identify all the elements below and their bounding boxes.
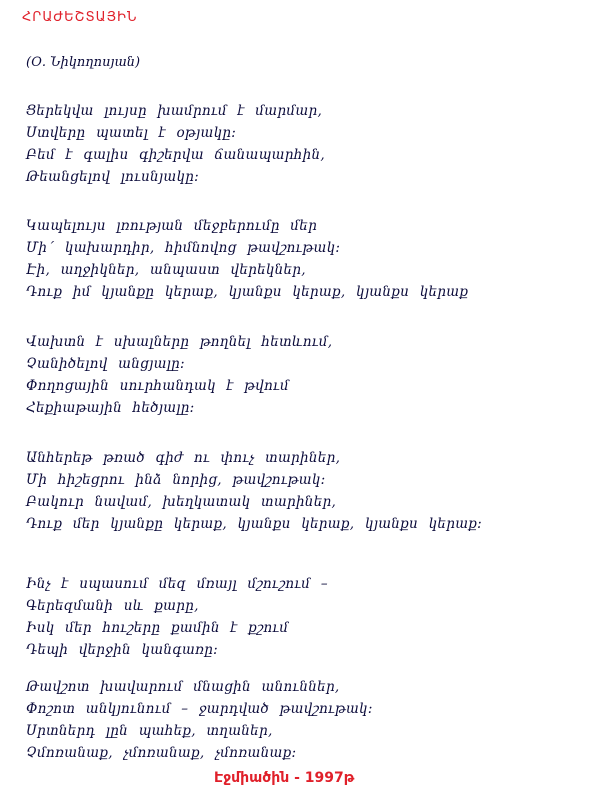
poem-line: Մի´ կախարդիր, հիմնովոց թավշութակ:: [26, 240, 341, 256]
stanza-6: [26, 676, 373, 764]
poem-line: Ինչ է սպասում մեզ մռայլ մշուշում –: [26, 576, 328, 592]
poem-line: Վախտն է սխալները թողնել հետևում,: [26, 334, 333, 350]
poem-author: (Օ. Նիկողոսյան): [26, 55, 141, 70]
poem-line: Ստվերը պատել է օթյակը:: [26, 125, 237, 141]
poem-line: Ցերեկվա լույսը խամրում է մարմար,: [26, 103, 323, 119]
poem-line: Փողոցային սուրհանդակ է թվում: [26, 378, 289, 394]
poem-line: Չմոռանաք, չմոռանաք, չմոռանաք:: [26, 745, 297, 761]
poem-line: Չանիծելով անցյալը:: [26, 356, 185, 372]
stanza-1: [26, 100, 325, 188]
poem-line: Էի, աղջիկներ, անպաստ վերեկներ,: [26, 262, 306, 278]
stanza-4: [26, 447, 482, 535]
poem-line: Անհերեթ թռած գիժ ու փուչ տարիներ,: [26, 450, 341, 466]
place-and-date: Էջմիածին - 1997թ: [214, 770, 355, 786]
poem-line: Հեքիաթային հեծյալը:: [26, 400, 195, 416]
poem-line: Իսկ մեր հուշերը քամին է քշում: [26, 620, 289, 636]
poem-line: Մի հիշեցրու ինձ նորից, թավշութակ:: [26, 472, 326, 488]
stanza-2: [26, 215, 468, 303]
poem-line: Սրտներդ լըն պահեք, տղաներ,: [26, 723, 273, 739]
stanza-5: [26, 573, 328, 661]
poem-title: ՀՐԱԺԵՇՏԱՅԻՆ: [22, 10, 138, 25]
poem-line: Թավշոտ խավարում մնացին անուններ,: [26, 679, 340, 695]
poem-line: Բակուր նավամ, խեղկատակ տարիներ,: [26, 494, 337, 510]
poem-line: Դուք մեր կյանքը կերաք, կյանքս կերաք, կյանքս կերաք:: [26, 516, 483, 532]
poem-line: Դուք իմ կյանքը կերաք, կյանքս կերաք, կյանքս կերաք: [26, 284, 469, 300]
poem-line: Բեմ է գալիս գիշերվա ճանապարհին,: [26, 147, 325, 163]
poem-line: Թեանցելով լուսնյակը:: [26, 169, 200, 185]
poem-line: Փոշոտ անկյունում – ջարդված թավշութակ:: [26, 701, 373, 717]
poem-line: Դեպի վերջին կանգառը:: [26, 642, 218, 658]
stanza-3: [26, 331, 332, 419]
poem-line: Գերեզմանի սև քարը,: [26, 598, 199, 614]
poem-line: Կապելույս լռության մեջբերումը մեր: [26, 218, 318, 234]
